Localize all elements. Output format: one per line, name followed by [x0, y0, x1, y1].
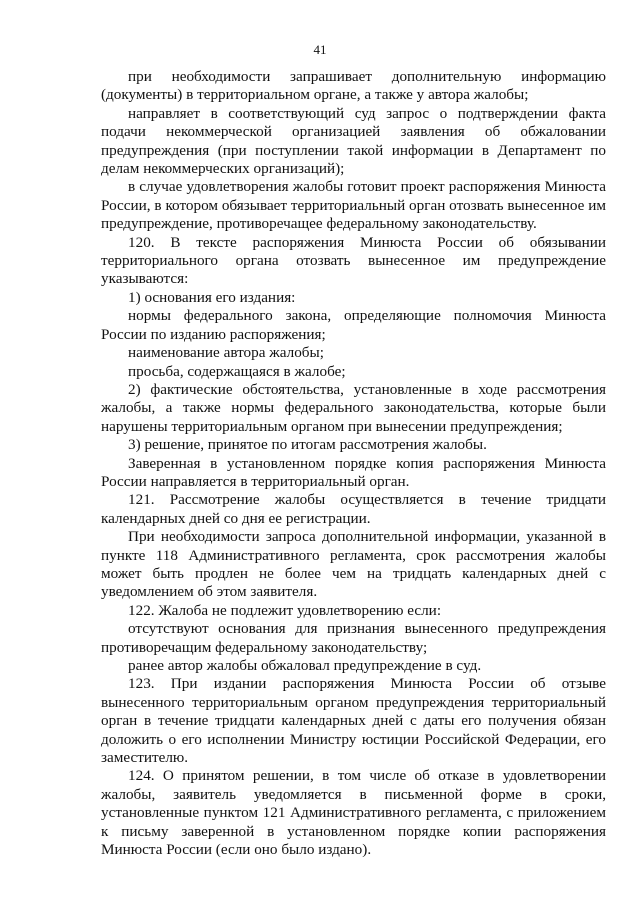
paragraph: просьба, содержащаяся в жалобе;: [128, 362, 346, 380]
paragraph: в случае удовлетворения жалобы готовит проект распоряжения Минюста России, в котором обязывает территориальный орган отозвать вынесенное им предупреждение, противоречащее федеральному законодательству.: [101, 178, 606, 233]
paragraph: нормы федерального закона, определяющие полномочия Минюста России по изданию распоряжения;: [101, 307, 606, 343]
paragraph: 2) фактические обстоятельства, установленные в ходе рассмотрения жалобы, а также нормы федерального законодательства, которые были нарушены территориальным органом при вынесении предупреждения;: [101, 380, 606, 435]
paragraph: ранее автор жалобы обжаловал предупреждение в суд.: [128, 657, 482, 674]
paragraph: при необходимости запрашивает дополнительную информацию (документы) в территориальном органе, а также у автора жалобы;: [101, 68, 606, 104]
paragraph-122: 122. Жалоба не подлежит удовлетворению если:: [128, 601, 442, 619]
document-body: [101, 68, 606, 859]
paragraph: При необходимости запроса дополнительной информации, указанной в пункте 118 Административного регламента, срок рассмотрения жалобы может быть продлен не более чем на тридцать календарных дней с уведомлением об этом заявителя.: [101, 528, 606, 601]
paragraph-124: 124. О принятом решении, в том числе об отказе в удовлетворении жалобы, заявитель уведомляется в письменной форме в сроки, установленные пунктом 121 Административного регламента, с приложением к письму заверенной в установленном порядке копии распоряжения Минюста России (если оно было издано).: [101, 767, 606, 859]
paragraph: наименование автора жалобы;: [128, 344, 324, 362]
paragraph-121: 121. Рассмотрение жалобы осуществляется в течение тридцати календарных дней со дня ее регистрации.: [101, 491, 606, 527]
paragraph-120: 120. В тексте распоряжения Минюста России об обязывании территориального органа отозвать вынесенное им предупреждение указываются:: [101, 233, 606, 288]
paragraph: отсутствуют основания для признания вынесенного предупреждения противоречащим федеральному законодательству;: [101, 620, 606, 656]
paragraph: Заверенная в установленном порядке копия распоряжения Минюста России направляется в территориальный орган.: [101, 454, 606, 490]
page-number: 41: [313, 42, 327, 57]
paragraph: направляет в соответствующий суд запрос о подтверждении факта подачи некоммерческой организацией заявления об обжаловании предупреждения (при поступлении такой информации в Департамент по делам некоммерческих организаций);: [101, 104, 606, 178]
paragraph: 3) решение, принятое по итогам рассмотрения жалобы.: [128, 436, 487, 454]
paragraph: 1) основания его издания:: [128, 288, 296, 306]
paragraph-123: 123. При издании распоряжения Минюста России об отзыве вынесенного территориальным органом предупреждения территориальный орган в течение тридцати календарных дней с даты его получения обязан доложить о его исполнении Министру юстиции Российской Федерации, его заместителю.: [101, 675, 606, 767]
